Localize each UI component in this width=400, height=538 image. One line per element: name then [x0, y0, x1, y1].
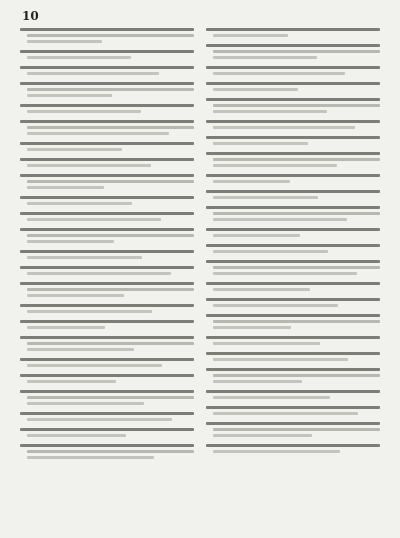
entry-name-line: [206, 206, 380, 209]
directory-entry: [206, 244, 380, 256]
entry-text-line: [213, 142, 308, 145]
entry-name-line: [20, 336, 194, 339]
entry-name-line: [206, 120, 380, 123]
entry-name-line: [20, 412, 194, 415]
entry-name-line: [20, 320, 194, 323]
page-number: 10: [22, 9, 39, 23]
directory-entry: [206, 152, 380, 170]
entry-text-line: [27, 56, 131, 59]
entry-name-line: [20, 158, 194, 161]
directory-entry: [20, 212, 194, 224]
entry-name-line: [206, 260, 380, 263]
entry-text-line: [27, 186, 104, 189]
entry-text-line: [213, 396, 330, 399]
entry-name-line: [20, 304, 194, 307]
entry-text-line: [27, 272, 171, 275]
entry-text-line: [27, 342, 194, 345]
entry-name-line: [20, 66, 194, 69]
entry-text-line: [213, 304, 338, 307]
entry-name-line: [20, 358, 194, 361]
directory-entry: [20, 142, 194, 154]
directory-entry: [206, 390, 380, 402]
entry-name-line: [206, 136, 380, 139]
entry-name-line: [20, 50, 194, 53]
directory-entry: [20, 428, 194, 440]
entry-text-line: [213, 250, 328, 253]
entry-text-line: [27, 380, 116, 383]
directory-entry: [206, 228, 380, 240]
entry-name-line: [206, 174, 380, 177]
entry-text-line: [27, 234, 194, 237]
directory-entry: [206, 368, 380, 386]
directory-entry: [20, 336, 194, 354]
directory-entry: [20, 266, 194, 278]
entry-text-line: [213, 164, 337, 167]
entry-text-line: [27, 88, 194, 91]
entry-text-line: [213, 412, 358, 415]
entry-text-line: [27, 294, 124, 297]
entry-name-line: [206, 152, 380, 155]
entry-text-line: [27, 40, 102, 43]
entry-text-line: [213, 342, 320, 345]
directory-entry: [206, 190, 380, 202]
entry-name-line: [206, 244, 380, 247]
entry-text-line: [27, 450, 194, 453]
entry-text-line: [213, 320, 380, 323]
entry-text-line: [213, 72, 345, 75]
entry-name-line: [20, 444, 194, 447]
entry-text-line: [213, 450, 340, 453]
entry-columns: [20, 28, 380, 534]
entry-column-right: [206, 28, 380, 534]
entry-text-line: [27, 456, 154, 459]
entry-text-line: [213, 272, 357, 275]
entry-name-line: [20, 228, 194, 231]
entry-text-line: [27, 132, 169, 135]
entry-text-line: [213, 358, 348, 361]
entry-text-line: [27, 126, 194, 129]
directory-entry: [206, 422, 380, 440]
directory-entry: [206, 206, 380, 224]
entry-name-line: [206, 352, 380, 355]
directory-entry: [20, 66, 194, 78]
directory-entry: [206, 260, 380, 278]
directory-entry: [206, 352, 380, 364]
entry-text-line: [27, 218, 161, 221]
entry-text-line: [27, 72, 159, 75]
directory-entry: [20, 50, 194, 62]
entry-text-line: [213, 88, 298, 91]
directory-entry: [206, 28, 380, 40]
directory-entry: [20, 28, 194, 46]
directory-entry: [20, 158, 194, 170]
entry-text-line: [27, 364, 162, 367]
entry-text-line: [213, 110, 327, 113]
entry-name-line: [206, 336, 380, 339]
entry-text-line: [213, 56, 317, 59]
entry-name-line: [206, 368, 380, 371]
directory-entry: [20, 412, 194, 424]
directory-entry: [206, 314, 380, 332]
directory-entry: [20, 120, 194, 138]
entry-text-line: [213, 266, 380, 269]
directory-entry: [20, 320, 194, 332]
entry-name-line: [20, 250, 194, 253]
entry-name-line: [20, 196, 194, 199]
entry-text-line: [213, 234, 300, 237]
entry-text-line: [27, 34, 194, 37]
directory-entry: [20, 228, 194, 246]
entry-text-line: [27, 256, 142, 259]
entry-text-line: [213, 50, 380, 53]
directory-entry: [20, 104, 194, 116]
entry-text-line: [27, 396, 194, 399]
directory-entry: [206, 298, 380, 310]
entry-name-line: [20, 174, 194, 177]
entry-text-line: [27, 202, 132, 205]
entry-text-line: [27, 402, 144, 405]
entry-name-line: [20, 374, 194, 377]
entry-name-line: [206, 28, 380, 31]
entry-text-line: [213, 380, 302, 383]
directory-entry: [20, 174, 194, 192]
directory-entry: [206, 136, 380, 148]
entry-text-line: [27, 348, 134, 351]
entry-text-line: [27, 110, 141, 113]
entry-text-line: [213, 158, 380, 161]
entry-name-line: [20, 82, 194, 85]
directory-entry: [206, 120, 380, 132]
directory-entry: [206, 406, 380, 418]
entry-name-line: [206, 66, 380, 69]
directory-entry: [206, 336, 380, 348]
directory-entry: [206, 282, 380, 294]
entry-name-line: [20, 390, 194, 393]
directory-entry: [20, 444, 194, 462]
entry-text-line: [27, 164, 151, 167]
entry-name-line: [206, 82, 380, 85]
entry-text-line: [27, 434, 126, 437]
entry-name-line: [206, 190, 380, 193]
directory-entry: [206, 44, 380, 62]
entry-text-line: [213, 196, 318, 199]
entry-name-line: [20, 120, 194, 123]
directory-entry: [206, 444, 380, 456]
entry-text-line: [213, 428, 380, 431]
entry-text-line: [213, 126, 355, 129]
entry-text-line: [213, 326, 291, 329]
entry-column-left: [20, 28, 194, 534]
entry-text-line: [27, 310, 152, 313]
entry-name-line: [20, 428, 194, 431]
entry-name-line: [20, 142, 194, 145]
entry-text-line: [213, 180, 290, 183]
entry-text-line: [213, 374, 380, 377]
entry-text-line: [213, 288, 310, 291]
directory-entry: [20, 82, 194, 100]
directory-entry: [20, 250, 194, 262]
entry-text-line: [27, 180, 194, 183]
entry-text-line: [213, 212, 380, 215]
entry-name-line: [206, 98, 380, 101]
directory-entry: [206, 174, 380, 186]
entry-name-line: [206, 314, 380, 317]
entry-name-line: [20, 212, 194, 215]
directory-entry: [20, 390, 194, 408]
entry-name-line: [20, 104, 194, 107]
entry-text-line: [213, 218, 347, 221]
entry-name-line: [20, 28, 194, 31]
entry-text-line: [213, 34, 288, 37]
entry-text-line: [27, 288, 194, 291]
directory-entry: [20, 282, 194, 300]
entry-name-line: [206, 282, 380, 285]
entry-name-line: [206, 298, 380, 301]
entry-text-line: [27, 148, 122, 151]
directory-entry: [20, 304, 194, 316]
entry-name-line: [206, 228, 380, 231]
entry-text-line: [27, 94, 112, 97]
entry-name-line: [20, 282, 194, 285]
directory-entry: [206, 98, 380, 116]
directory-entry: [20, 196, 194, 208]
entry-text-line: [213, 104, 380, 107]
directory-entry: [206, 66, 380, 78]
entry-text-line: [27, 326, 105, 329]
entry-text-line: [27, 240, 114, 243]
entry-name-line: [206, 406, 380, 409]
entry-name-line: [206, 44, 380, 47]
directory-entry: [20, 374, 194, 386]
entry-name-line: [206, 422, 380, 425]
entry-text-line: [213, 434, 312, 437]
entry-name-line: [206, 444, 380, 447]
entry-text-line: [27, 418, 172, 421]
entry-name-line: [20, 266, 194, 269]
entry-name-line: [206, 390, 380, 393]
directory-entry: [206, 82, 380, 94]
directory-entry: [20, 358, 194, 370]
